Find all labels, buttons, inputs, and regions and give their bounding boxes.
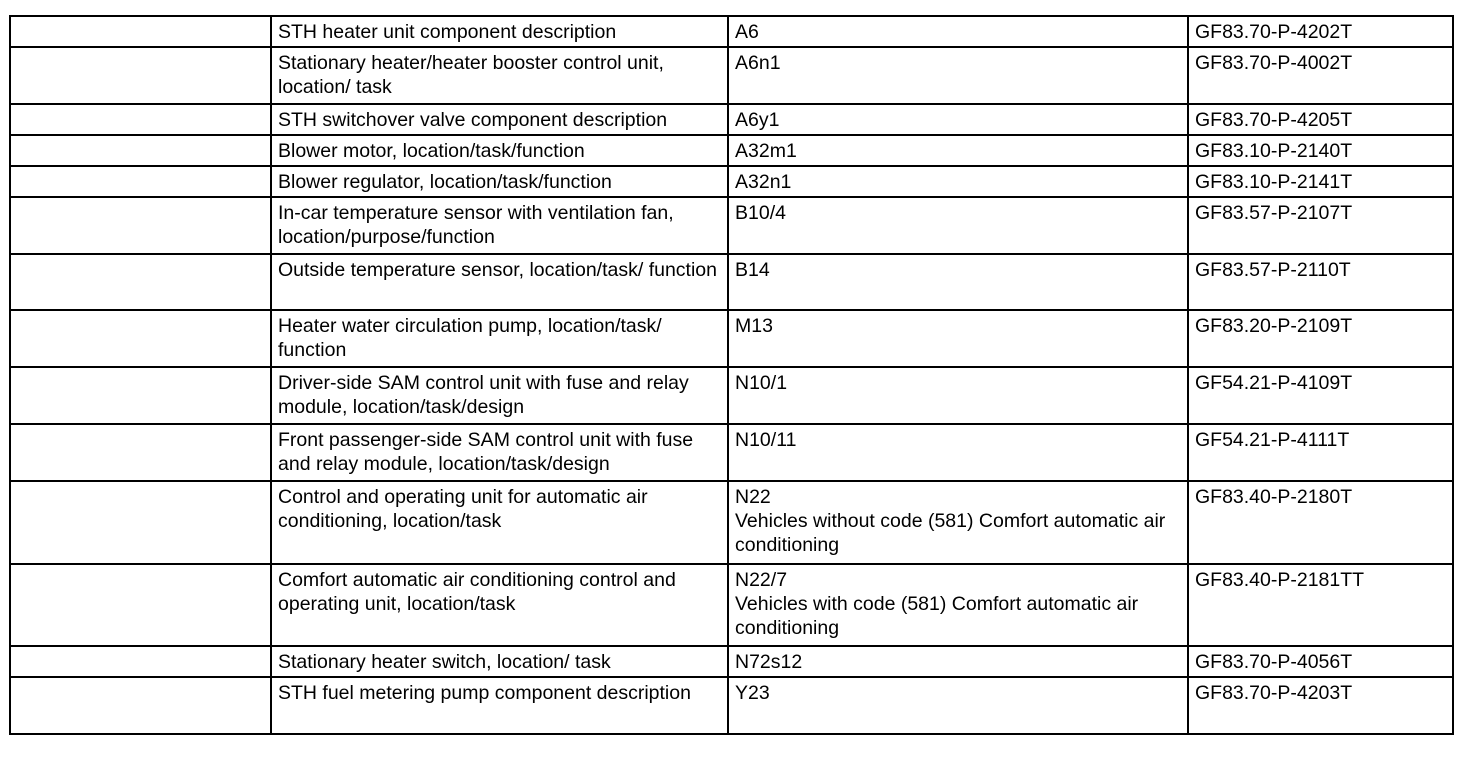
- table-row: [10, 564, 1453, 646]
- description-cell: Heater water circulation pump, location/task/ function: [271, 310, 728, 367]
- reference-cell: GF83.57-P-2110T: [1188, 254, 1453, 310]
- description-cell: Outside temperature sensor, location/task/ function: [271, 254, 728, 310]
- blank-cell: [10, 424, 271, 481]
- blank-cell: [10, 135, 271, 166]
- component-code: A32m1: [735, 140, 797, 162]
- blank-cell: [10, 310, 271, 367]
- table-body: [10, 16, 1453, 734]
- code-cell: [728, 677, 1188, 734]
- code-cell: [728, 104, 1188, 135]
- code-cell: [728, 646, 1188, 677]
- blank-cell: [10, 646, 271, 677]
- code-cell: [728, 564, 1188, 646]
- code-cell: [728, 367, 1188, 424]
- reference-cell: GF83.40-P-2180T: [1188, 481, 1453, 564]
- reference-cell: GF83.57-P-2107T: [1188, 197, 1453, 254]
- blank-cell: [10, 367, 271, 424]
- table-row: [10, 104, 1453, 135]
- table-row: [10, 677, 1453, 734]
- code-cell: [728, 135, 1188, 166]
- description-cell: Control and operating unit for automatic air conditioning, location/task: [271, 481, 728, 564]
- blank-cell: [10, 564, 271, 646]
- table-row: [10, 481, 1453, 564]
- component-code: A6y1: [735, 109, 780, 131]
- table-row: [10, 424, 1453, 481]
- description-cell: Driver-side SAM control unit with fuse and relay module, location/task/design: [271, 367, 728, 424]
- code-cell: [728, 166, 1188, 197]
- reference-cell: GF83.20-P-2109T: [1188, 310, 1453, 367]
- description-cell: In-car temperature sensor with ventilation fan, location/purpose/function: [271, 197, 728, 254]
- component-code: B14: [735, 259, 770, 281]
- reference-cell: GF83.70-P-4203T: [1188, 677, 1453, 734]
- component-code: N22/7: [735, 569, 788, 591]
- description-cell: Blower regulator, location/task/function: [271, 166, 728, 197]
- table-row: [10, 166, 1453, 197]
- description-cell: Blower motor, location/task/function: [271, 135, 728, 166]
- vehicle-code-note: Vehicles with code (581) Comfort automatic air conditioning: [735, 593, 1139, 639]
- reference-cell: GF83.70-P-4202T: [1188, 16, 1453, 47]
- description-cell: Stationary heater/heater booster control unit, location/ task: [271, 47, 728, 104]
- blank-cell: [10, 254, 271, 310]
- table-row: [10, 367, 1453, 424]
- vehicle-code-note: Vehicles without code (581) Comfort automatic air conditioning: [735, 510, 1166, 556]
- blank-cell: [10, 677, 271, 734]
- description-cell: Stationary heater switch, location/ task: [271, 646, 728, 677]
- component-code: A32n1: [735, 171, 792, 193]
- blank-cell: [10, 197, 271, 254]
- description-cell: STH switchover valve component description: [271, 104, 728, 135]
- description-cell: Front passenger-side SAM control unit with fuse and relay module, location/task/design: [271, 424, 728, 481]
- reference-cell: GF83.70-P-4205T: [1188, 104, 1453, 135]
- blank-cell: [10, 47, 271, 104]
- table-row: [10, 254, 1453, 310]
- reference-cell: GF54.21-P-4109T: [1188, 367, 1453, 424]
- blank-cell: [10, 166, 271, 197]
- blank-cell: [10, 16, 271, 47]
- reference-cell: GF54.21-P-4111T: [1188, 424, 1453, 481]
- reference-cell: GF83.70-P-4002T: [1188, 47, 1453, 104]
- table-row: [10, 646, 1453, 677]
- blank-cell: [10, 481, 271, 564]
- component-code: N72s12: [735, 651, 803, 673]
- reference-cell: GF83.10-P-2141T: [1188, 166, 1453, 197]
- code-cell: [728, 481, 1188, 564]
- table-row: [10, 197, 1453, 254]
- table-row: [10, 16, 1453, 47]
- description-cell: Comfort automatic air conditioning control and operating unit, location/task: [271, 564, 728, 646]
- component-code: A6: [735, 21, 759, 43]
- table-row: [10, 47, 1453, 104]
- code-cell: [728, 424, 1188, 481]
- description-cell: STH fuel metering pump component description: [271, 677, 728, 734]
- code-cell: [728, 16, 1188, 47]
- code-cell: [728, 254, 1188, 310]
- reference-cell: GF83.70-P-4056T: [1188, 646, 1453, 677]
- reference-cell: GF83.40-P-2181TT: [1188, 564, 1453, 646]
- description-cell: STH heater unit component description: [271, 16, 728, 47]
- component-code: N22: [735, 486, 771, 508]
- component-code: B10/4: [735, 202, 786, 224]
- blank-cell: [10, 104, 271, 135]
- table-row: [10, 135, 1453, 166]
- reference-cell: GF83.10-P-2140T: [1188, 135, 1453, 166]
- code-cell: [728, 197, 1188, 254]
- component-code: N10/11: [735, 429, 797, 451]
- component-code: A6n1: [735, 52, 781, 74]
- component-code: Y23: [735, 682, 770, 704]
- table-row: [10, 310, 1453, 367]
- code-cell: [728, 47, 1188, 104]
- code-cell: [728, 310, 1188, 367]
- component-reference-table: [9, 15, 1454, 735]
- component-code: M13: [735, 315, 773, 337]
- component-code: N10/1: [735, 372, 788, 394]
